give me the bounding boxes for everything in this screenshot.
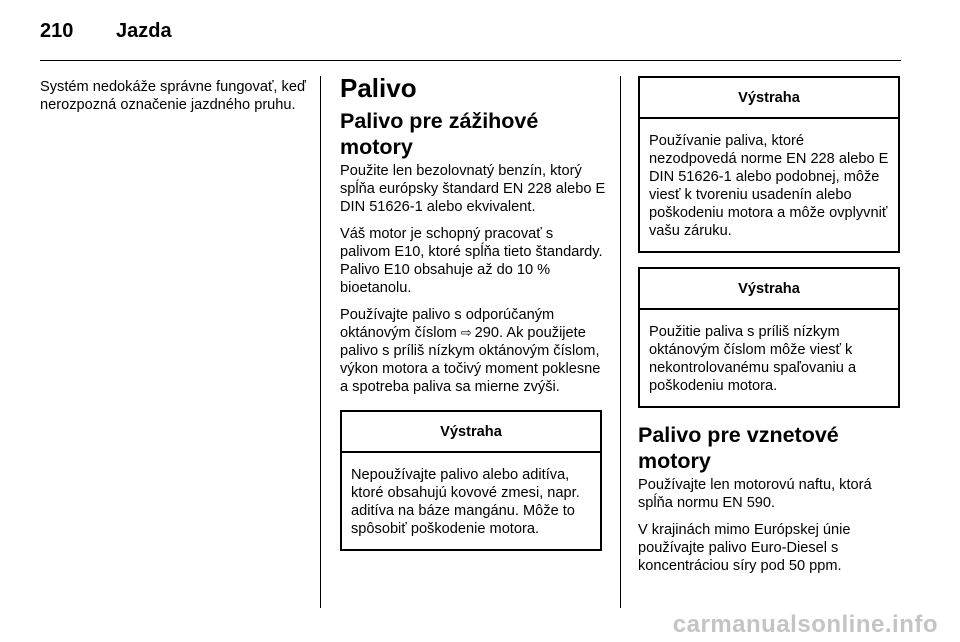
arrow-reference-icon: ⇨	[460, 325, 472, 340]
lane-text: Systém nedokáže správne fungovať, keď nerozpozná označenie jazdného pruhu.	[40, 79, 306, 113]
petrol-subtitle: Palivo pre zážihové motory	[340, 109, 539, 159]
right-column	[638, 76, 902, 584]
p3-text-before: Používajte palivo s odporúčaným oktánovým číslom	[340, 307, 555, 341]
page-reference-link[interactable]: 290	[474, 325, 500, 341]
warning-box-additives	[340, 410, 602, 551]
warning-box-standard	[638, 76, 900, 253]
chapter-title: Palivo	[340, 73, 417, 103]
warning-title: Výstraha	[640, 269, 898, 310]
petrol-paragraph-2: Váš motor je schopný pracovať s palivom E10, ktoré spĺňa tieto štandardy. Palivo E10 obsahuje až do 10 % bioetanolu.	[340, 226, 603, 296]
left-column	[40, 78, 308, 123]
header-rule	[40, 60, 901, 61]
watermark: carmanualsonline.info	[672, 611, 938, 638]
warning-box-octane	[638, 267, 900, 408]
column-divider-right	[620, 76, 621, 608]
petrol-paragraph-1: Použite len bezolovnatý benzín, ktorý spĺňa európsky štandard EN 228 alebo E DIN 51626-1 alebo ekvivalent.	[340, 163, 606, 215]
petrol-paragraph-3	[340, 306, 606, 396]
section-title: Jazda	[116, 20, 172, 42]
diesel-subtitle: Palivo pre vznetové motory	[638, 423, 839, 473]
diesel-paragraph-1: Používajte len motorovú naftu, ktorá spĺňa normu EN 590.	[638, 477, 872, 511]
page-number: 210	[40, 20, 74, 42]
warning-text: Nepoužívajte palivo alebo aditíva, ktoré obsahujú kovové zmesi, napr. aditíva na báze mangánu. Môže to spôsobiť poškodenie motora.	[351, 467, 580, 537]
warning-text: Použitie paliva s príliš nízkym oktánovým číslom môže viesť k nekontrolovanému spaľovaniu a poškodeniu motora.	[649, 324, 857, 394]
middle-column	[340, 74, 606, 551]
page-header	[40, 20, 172, 43]
column-divider-left	[320, 76, 321, 608]
warning-title: Výstraha	[640, 78, 898, 119]
warning-title: Výstraha	[342, 412, 600, 453]
diesel-paragraph-2: V krajinách mimo Európskej únie používajte palivo Euro-Diesel s koncentráciou síry pod 50 ppm.	[638, 522, 851, 574]
warning-text: Používanie paliva, ktoré nezodpovedá norme EN 228 alebo E DIN 51626-1 alebo podobnej, môže viesť k tvoreniu usadenín alebo poškodeniu motora a môže ovplyvniť vašu záruku.	[649, 133, 889, 239]
p3-text-after: . Ak použijete palivo s príliš nízkym oktánovým číslom, výkon motora a točivý moment poklesne a spotreba paliva sa mierne zvýši.	[340, 325, 601, 395]
